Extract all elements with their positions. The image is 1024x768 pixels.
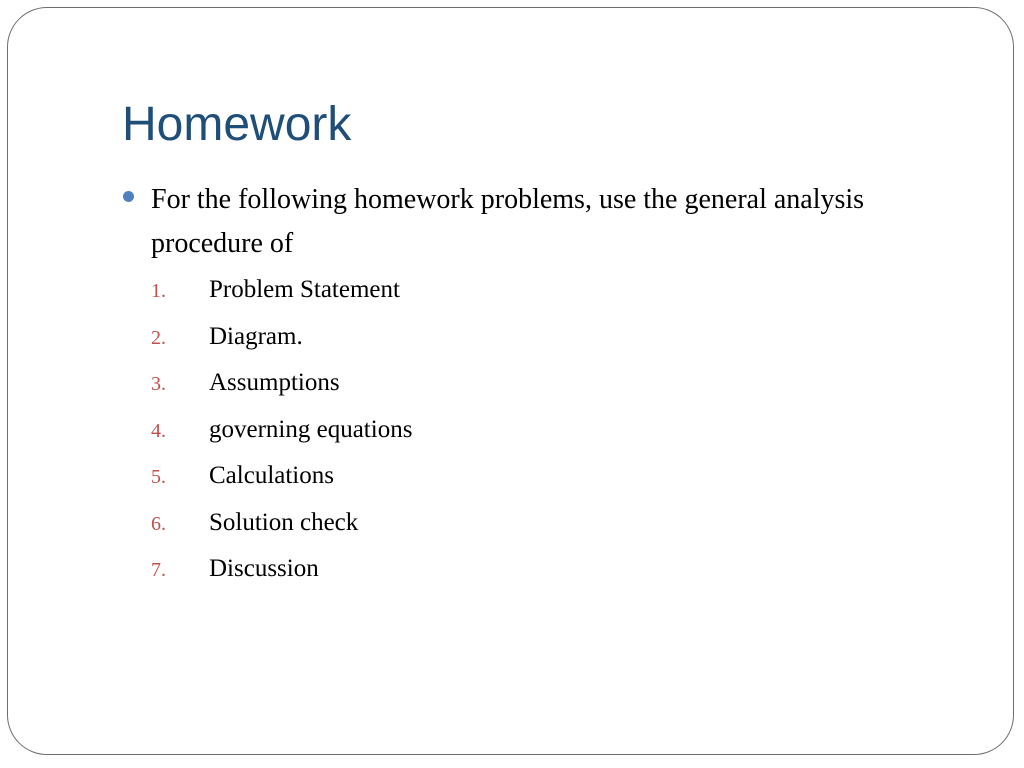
- slide-title: Homework: [122, 98, 352, 151]
- step-number: 6.: [151, 512, 166, 535]
- step-label: governing equations: [209, 415, 413, 443]
- step-label: Discussion: [209, 555, 319, 582]
- step-label: Solution check: [209, 508, 359, 536]
- bullet-item: [121, 178, 881, 266]
- step-number: 5.: [151, 466, 166, 488]
- step-number: 7.: [151, 559, 166, 581]
- bullet-dot-icon: [123, 191, 134, 202]
- bullet-text: For the following homework problems, use the general analysis procedure of: [151, 184, 865, 259]
- slide-frame: [7, 7, 1014, 755]
- step-number: 2.: [151, 326, 166, 349]
- step-label: Assumptions: [209, 369, 340, 396]
- step-number: 1.: [151, 280, 166, 302]
- step-label: Problem Statement: [209, 276, 400, 303]
- step-number: 4.: [151, 419, 166, 442]
- step-label: Diagram.: [209, 322, 303, 350]
- step-label: Calculations: [209, 462, 334, 489]
- step-number: 3.: [151, 373, 166, 395]
